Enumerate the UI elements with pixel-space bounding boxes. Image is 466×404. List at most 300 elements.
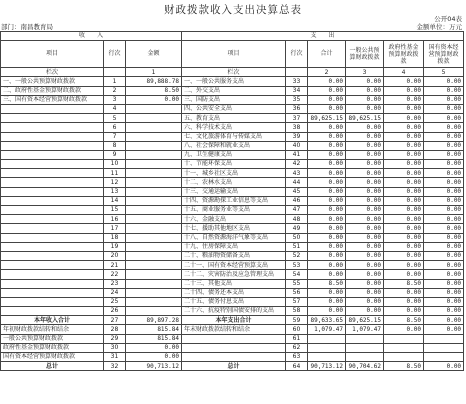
expense-row-number: 49 [286,224,308,233]
expense-row-number: 63 [286,353,308,362]
expense-total: 1,079.47 [308,325,346,334]
expense-item: 二、外交支出 [182,86,286,95]
total-header: 合计 [308,41,346,68]
expense-total: 0.00 [308,251,346,260]
state-capital-amount [424,353,464,362]
general-budget-amount: 0.00 [346,251,384,260]
expense-total: 0.00 [308,206,346,215]
general-budget-amount: 0.00 [346,86,384,95]
expense-total: 0.00 [308,196,346,205]
income-row-number: 24 [104,288,126,297]
income-amount [126,150,182,159]
income-amount [126,123,182,132]
state-capital-amount: 0.00 [424,169,464,178]
general-budget-amount: 89,625.15 [346,114,384,123]
expense-row-number: 41 [286,150,308,159]
table-row [1,233,464,242]
column-label-left: 栏次 [1,68,104,77]
income-amount: 89,897.28 [126,316,182,325]
state-capital-amount: 0.00 [424,297,464,306]
expense-row-number: 59 [286,316,308,325]
expense-total [308,334,346,343]
expense-total: 0.00 [308,261,346,270]
expense-row-number: 34 [286,86,308,95]
income-amount [126,160,182,169]
income-amount [126,178,182,187]
income-item [1,224,104,233]
expense-item: 七、文化旅游体育与传媒支出 [182,132,286,141]
expense-item [182,343,286,352]
fund-budget-amount: 0.00 [384,261,424,270]
expense-total: 0.00 [308,270,346,279]
income-item-header: 项目 [1,41,104,68]
general-budget-amount: 0.00 [346,307,384,316]
fund-budget-amount [384,334,424,343]
expense-total: 0.00 [308,224,346,233]
expense-row-number: 36 [286,104,308,113]
general-budget-amount: 0.00 [346,178,384,187]
general-budget-amount: 0.00 [346,104,384,113]
expense-total: 0.00 [308,178,346,187]
expense-row-number: 61 [286,334,308,343]
column-number-5: 5 [424,68,464,77]
expense-row-number: 57 [286,297,308,306]
expense-row-number: 47 [286,206,308,215]
general-budget-amount [346,343,384,352]
expense-row-number: 60 [286,325,308,334]
income-item [1,178,104,187]
general-budget-amount: 0.00 [346,270,384,279]
fund-budget-amount: 0.00 [384,150,424,159]
income-row-number: 8 [104,141,126,150]
income-amount [126,141,182,150]
form-code: 公开04表 [434,15,462,23]
general-budget-amount: 0.00 [346,196,384,205]
fund-budget-amount: 0.00 [384,132,424,141]
expense-header: 支 出 [182,32,464,41]
income-item [1,104,104,113]
table-row [1,215,464,224]
expense-total: 0.00 [308,288,346,297]
income-row-number: 19 [104,242,126,251]
state-capital-amount: 0.00 [424,362,464,371]
fund-budget-amount: 0.00 [384,160,424,169]
general-budget-amount: 0.00 [346,160,384,169]
expense-item: 二十四、债务还本支出 [182,288,286,297]
income-item [1,169,104,178]
income-row-number: 12 [104,178,126,187]
income-item: 三、国有资本经营预算财政拨款 [1,95,104,104]
fund-budget-amount: 0.00 [384,270,424,279]
fund-budget-amount: 0.00 [384,325,424,334]
fund-budget-amount: 0.00 [384,187,424,196]
expense-item: 十二、农林水支出 [182,178,286,187]
expense-total: 0.00 [308,242,346,251]
general-budget-amount: 0.00 [346,187,384,196]
fund-budget-amount: 0.00 [384,215,424,224]
expense-item: 十三、交通运输支出 [182,187,286,196]
fund-budget-amount: 8.50 [384,362,424,371]
income-row-number: 14 [104,196,126,205]
column-label-right: 栏次 [182,68,286,77]
income-row-header: 行次 [104,41,126,68]
expense-row-header: 行次 [286,41,308,68]
fund-budget-header: 政府性基金预算财政拨款 [384,41,424,68]
general-budget-amount: 0.00 [346,95,384,104]
fund-budget-amount: 0.00 [384,104,424,113]
general-budget-amount: 0.00 [346,288,384,297]
expense-item: 八、社会保障和就业支出 [182,141,286,150]
income-row-number: 1 [104,77,126,86]
expense-item: 本年支出合计 [182,316,286,325]
expense-total: 0.00 [308,233,346,242]
state-capital-amount: 0.00 [424,178,464,187]
fund-budget-amount: 0.00 [384,169,424,178]
fund-budget-amount: 0.00 [384,206,424,215]
fund-budget-amount: 0.00 [384,307,424,316]
general-budget-amount: 90,704.62 [346,362,384,371]
expense-total: 0.00 [308,95,346,104]
expense-row-number: 58 [286,307,308,316]
fund-budget-amount: 0.00 [384,123,424,132]
fund-budget-amount: 0.00 [384,141,424,150]
income-amount [126,187,182,196]
table-row [1,251,464,260]
expense-item: 十五、商业服务业等支出 [182,206,286,215]
fund-budget-amount: 0.00 [384,297,424,306]
income-item: 一、一般公共预算财政拨款 [1,77,104,86]
income-item [1,233,104,242]
income-amount [126,242,182,251]
expense-item: 二十五、债务付息支出 [182,297,286,306]
state-capital-amount: 0.00 [424,242,464,251]
income-row-number: 17 [104,224,126,233]
expense-total: 90,713.12 [308,362,346,371]
table-row [1,196,464,205]
income-row-number: 32 [104,362,126,371]
expense-item: 年末财政拨款结转和结余 [182,325,286,334]
state-capital-amount: 0.00 [424,261,464,270]
income-item [1,288,104,297]
table-row [1,307,464,316]
expense-total: 0.00 [308,123,346,132]
expense-item: 九、卫生健康支出 [182,150,286,159]
general-budget-amount: 0.00 [346,150,384,159]
income-item [1,270,104,279]
income-item [1,297,104,306]
income-row-number: 27 [104,316,126,325]
state-capital-amount: 0.00 [424,114,464,123]
income-item [1,160,104,169]
unit-label: 金额单位：万元 [416,23,462,31]
fund-budget-amount: 8.50 [384,316,424,325]
table-row [1,178,464,187]
income-row-number: 16 [104,215,126,224]
income-row-number: 28 [104,325,126,334]
expense-item: 十八、自然资源海洋气象等支出 [182,233,286,242]
income-row-number: 25 [104,297,126,306]
state-capital-amount: 0.00 [424,141,464,150]
expense-total: 0.00 [308,160,346,169]
state-capital-amount: 0.00 [424,215,464,224]
state-capital-amount: 0.00 [424,187,464,196]
income-amount [126,196,182,205]
table-row [1,150,464,159]
expense-row-number: 62 [286,343,308,352]
expense-item: 一、一般公共服务支出 [182,77,286,86]
expense-total: 8.50 [308,279,346,288]
income-item [1,150,104,159]
state-capital-amount: 0.00 [424,316,464,325]
general-budget-amount: 0.00 [346,233,384,242]
income-item: 年初财政拨款结转和结余 [1,325,104,334]
table-row [1,288,464,297]
fund-budget-amount: 0.00 [384,251,424,260]
table-row [1,261,464,270]
expense-row-number: 53 [286,261,308,270]
expense-total: 0.00 [308,307,346,316]
expense-item: 二十三、其他支出 [182,279,286,288]
expense-item [182,353,286,362]
income-row-number: 22 [104,270,126,279]
expense-item: 五、教育支出 [182,114,286,123]
general-budget-amount: 0.00 [346,279,384,288]
expense-item: 二十六、抗疫特别国债安排的支出 [182,307,286,316]
income-item [1,261,104,270]
general-budget-amount: 0.00 [346,242,384,251]
expense-item-header: 项目 [182,41,286,68]
table-row [1,362,464,371]
fund-budget-amount: 8.50 [384,279,424,288]
income-amount [126,224,182,233]
general-budget-amount [346,353,384,362]
column-number-2: 2 [308,68,346,77]
income-amount [126,169,182,178]
summary-table [0,31,464,371]
expense-row-number: 38 [286,123,308,132]
expense-row-number: 40 [286,141,308,150]
income-amount: 0.00 [126,353,182,362]
income-amount [126,307,182,316]
general-budget-amount: 1,079.47 [346,325,384,334]
income-item [1,307,104,316]
income-row-number: 29 [104,334,126,343]
general-budget-amount: 0.00 [346,132,384,141]
fund-budget-amount: 0.00 [384,288,424,297]
income-item [1,251,104,260]
general-budget-amount: 0.00 [346,169,384,178]
general-budget-header: 一般公共预算财政拨款 [346,41,384,68]
expense-row-number: 33 [286,77,308,86]
expense-total: 0.00 [308,215,346,224]
report-title: 财政拨款收入支出决算总表 [164,4,302,16]
income-amount [126,297,182,306]
income-row-number: 21 [104,261,126,270]
expense-total: 89,633.65 [308,316,346,325]
general-budget-amount: 89,625.15 [346,316,384,325]
general-budget-amount: 0.00 [346,224,384,233]
income-row-number: 6 [104,123,126,132]
expense-item: 十、节能环保支出 [182,160,286,169]
general-budget-amount: 0.00 [346,206,384,215]
state-capital-amount [424,334,464,343]
expense-row-number: 55 [286,279,308,288]
table-row [1,343,464,352]
income-item [1,215,104,224]
expense-item: 十七、援助其他地区支出 [182,224,286,233]
income-amount [126,132,182,141]
expense-row-number: 42 [286,160,308,169]
state-capital-amount: 0.00 [424,233,464,242]
income-row-number: 13 [104,187,126,196]
table-row [1,325,464,334]
table-row [1,224,464,233]
state-capital-amount: 0.00 [424,77,464,86]
state-capital-amount: 0.00 [424,251,464,260]
state-capital-amount: 0.00 [424,104,464,113]
table-row [1,114,464,123]
table-row [1,334,464,343]
income-amount: 0.00 [126,343,182,352]
fund-budget-amount [384,353,424,362]
income-header: 收 入 [1,32,182,41]
income-amount [126,206,182,215]
income-amount: 8.50 [126,86,182,95]
expense-row-number: 64 [286,362,308,371]
expense-row-number: 35 [286,95,308,104]
income-row-number: 31 [104,353,126,362]
income-amount [126,251,182,260]
state-capital-header: 国有资本经营预算财政拨款 [424,41,464,68]
expense-item: 六、科学技术支出 [182,123,286,132]
expense-item: 二十、粮油物资储备支出 [182,251,286,260]
fund-budget-amount: 0.00 [384,196,424,205]
state-capital-amount: 0.00 [424,307,464,316]
expense-total: 0.00 [308,169,346,178]
expense-total: 0.00 [308,297,346,306]
expense-item: 总计 [182,362,286,371]
income-row-number: 10 [104,160,126,169]
income-item [1,206,104,215]
general-budget-amount: 0.00 [346,141,384,150]
income-row-number: 2 [104,86,126,95]
table-row [1,297,464,306]
expense-total: 0.00 [308,86,346,95]
expense-row-number: 39 [286,132,308,141]
general-budget-amount: 0.00 [346,77,384,86]
expense-total: 0.00 [308,141,346,150]
state-capital-amount: 0.00 [424,160,464,169]
income-amount [126,233,182,242]
column-number-4: 4 [384,68,424,77]
fund-budget-amount: 0.00 [384,242,424,251]
department-label: 部门：南昌教育局 [1,23,53,31]
table-row [1,77,464,86]
expense-item: 十六、金融支出 [182,215,286,224]
income-amount [126,215,182,224]
table-row [1,132,464,141]
income-amount-header: 金额 [126,41,182,68]
state-capital-amount: 0.00 [424,150,464,159]
expense-item [182,334,286,343]
expense-row-number: 52 [286,251,308,260]
income-amount [126,104,182,113]
table-row [1,206,464,215]
general-budget-amount: 0.00 [346,123,384,132]
expense-item: 四、公共安全支出 [182,104,286,113]
expense-row-number: 50 [286,233,308,242]
state-capital-amount [424,343,464,352]
general-budget-amount: 0.00 [346,215,384,224]
table-row [1,279,464,288]
income-amount: 815.84 [126,334,182,343]
fund-budget-amount: 0.00 [384,95,424,104]
expense-item: 十四、资源勘探工业信息等支出 [182,196,286,205]
expense-total: 89,625.15 [308,114,346,123]
income-amount [126,270,182,279]
expense-row-number: 43 [286,169,308,178]
fund-budget-amount: 0.00 [384,178,424,187]
income-amount [126,261,182,270]
income-item [1,242,104,251]
income-row-number: 3 [104,95,126,104]
general-budget-amount: 0.00 [346,261,384,270]
table-row [1,353,464,362]
income-amount: 89,888.78 [126,77,182,86]
income-row-number: 15 [104,206,126,215]
table-row [1,104,464,113]
table-row [1,160,464,169]
state-capital-amount: 0.00 [424,86,464,95]
income-item [1,187,104,196]
income-row-number: 26 [104,307,126,316]
general-budget-amount [346,334,384,343]
state-capital-amount: 0.00 [424,132,464,141]
table-row [1,141,464,150]
income-row-number: 11 [104,169,126,178]
state-capital-amount: 0.00 [424,95,464,104]
state-capital-amount: 0.00 [424,325,464,334]
table-row [1,95,464,104]
fund-budget-amount: 0.00 [384,233,424,242]
income-item: 总计 [1,362,104,371]
income-row-number: 23 [104,279,126,288]
expense-row-number: 37 [286,114,308,123]
expense-total: 0.00 [308,187,346,196]
fund-budget-amount [384,343,424,352]
income-row-number: 20 [104,251,126,260]
table-row [1,316,464,325]
state-capital-amount: 0.00 [424,224,464,233]
income-item [1,141,104,150]
fund-budget-amount: 0.00 [384,224,424,233]
expense-total: 0.00 [308,77,346,86]
expense-row-number: 54 [286,270,308,279]
income-item: 二、政府性基金预算财政拨款 [1,86,104,95]
income-row-number: 5 [104,114,126,123]
table-row [1,86,464,95]
state-capital-amount: 0.00 [424,196,464,205]
state-capital-amount: 0.00 [424,123,464,132]
expense-total: 0.00 [308,132,346,141]
expense-total [308,353,346,362]
table-row [1,123,464,132]
income-item [1,123,104,132]
table-row [1,169,464,178]
income-item: 国有资本经营预算财政拨款 [1,353,104,362]
income-amount: 0.00 [126,95,182,104]
expense-item: 三、国防支出 [182,95,286,104]
